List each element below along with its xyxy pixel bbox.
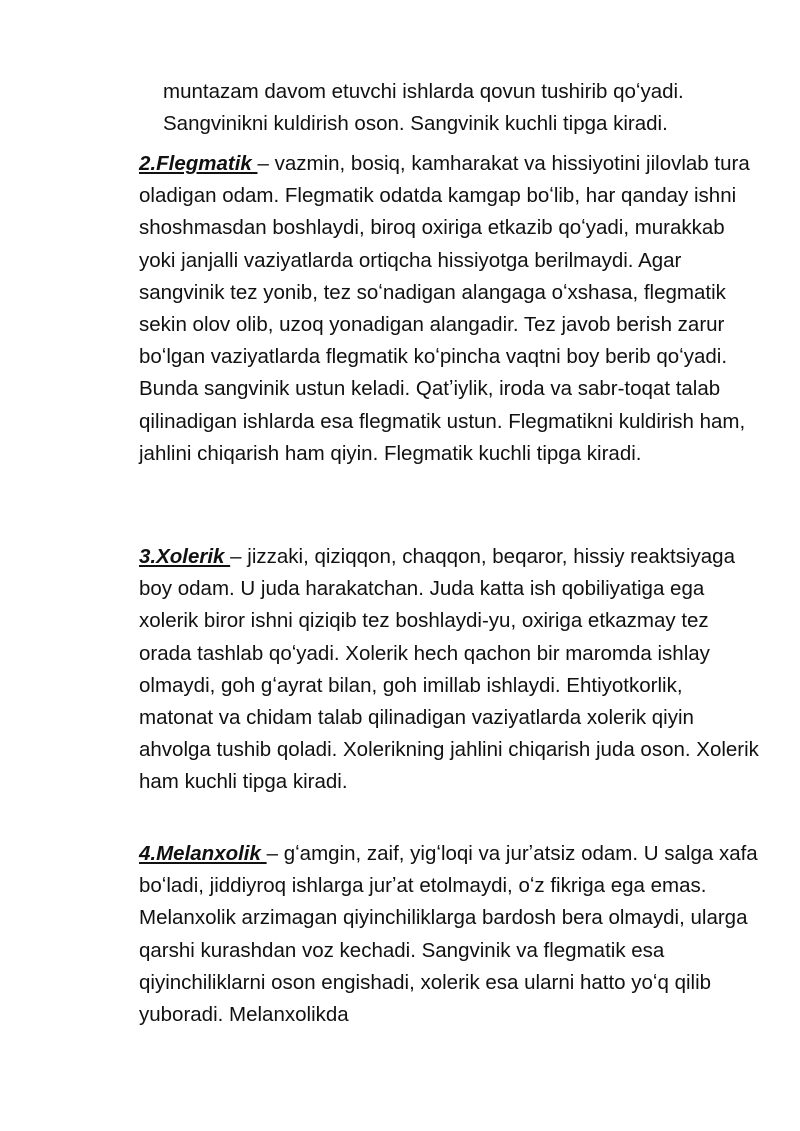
section-body-xolerik: – jizzaki, qiziqqon, chaqqon, beqaror, hissiy reaktsiyaga boy odam. U juda harakatchan. Juda katta ish qobiliyatiga ega xolerik biror ishni qiziqib tez boshlaydi-yu, oxiriga etkazmay tez orada tashlab qoʻyadi. Xolerik hech qachon bir maromda ishlay olmaydi, goh gʻayrat bilan, goh imillab ishlaydi. Ehtiyotkorlik, matonat va chidam talab qilinadigan vaziyatlarda xolerik qiyin ahvolga tushib qoladi. Xolerikning jahlini chiqarish juda oson. Xolerik ham kuchli tipga kiradi. <box>139 545 759 794</box>
section-flegmatik <box>139 148 759 470</box>
section-body-melanxolik: – gʻamgin, zaif, yigʻloqi va jurʼatsiz odam. U salga xafa boʻladi, jiddiyroq ishlarga jurʼat etolmaydi, oʻz fikriga ega emas. Melanxolik arzimagan qiyinchiliklarga bardosh bera olmaydi, ularga qarshi kurashdan voz kechadi. Sangvinik va flegmatik esa qiyinchiliklarni oson engishadi, xolerik esa ularni hatto yoʻq qilib yuboradi. Melanxolikda <box>139 842 758 1027</box>
section-body-flegmatik: – vazmin, bosiq, kamharakat va hissiyotini jilovlab tura oladigan odam. Flegmatik odatda kamgap boʻlib, har qanday ishni shoshmasdan boshlaydi, biroq oxiriga etkazib qoʻyadi, murakkab yoki janjalli vaziyatlarda ortiqcha hissiyotga berilmaydi. Agar sangvinik tez yonib, tez soʻnadigan alangaga oʻxshasa, flegmatik sekin olov olib, uzoq yonadigan alangadir. Tez javob berish zarur boʻlgan vaziyatlarda flegmatik koʻpincha vaqtni boy berib qoʻyadi. Bunda sangvinik ustun keladi. Qatʼiylik, iroda va sabr-toqat talab qilinadigan ishlarda esa flegmatik ustun. Flegmatikni kuldirish ham, jahlini chiqarish ham qiyin. Flegmatik kuchli tipga kiradi. <box>139 152 750 465</box>
section-heading-flegmatik: 2.Flegmatik <box>139 152 258 175</box>
intro-paragraph: muntazam davom etuvchi ishlarda qovun tushirib qoʻyadi. Sangvinikni kuldirish oson. Sangvinik kuchli tipga kiradi. <box>163 80 684 135</box>
section-xolerik <box>139 541 759 799</box>
section-melanxolik <box>139 838 759 1031</box>
section-heading-xolerik: 3.Xolerik <box>139 545 231 568</box>
section-heading-melanxolik: 4.Melanxolik <box>139 842 267 865</box>
